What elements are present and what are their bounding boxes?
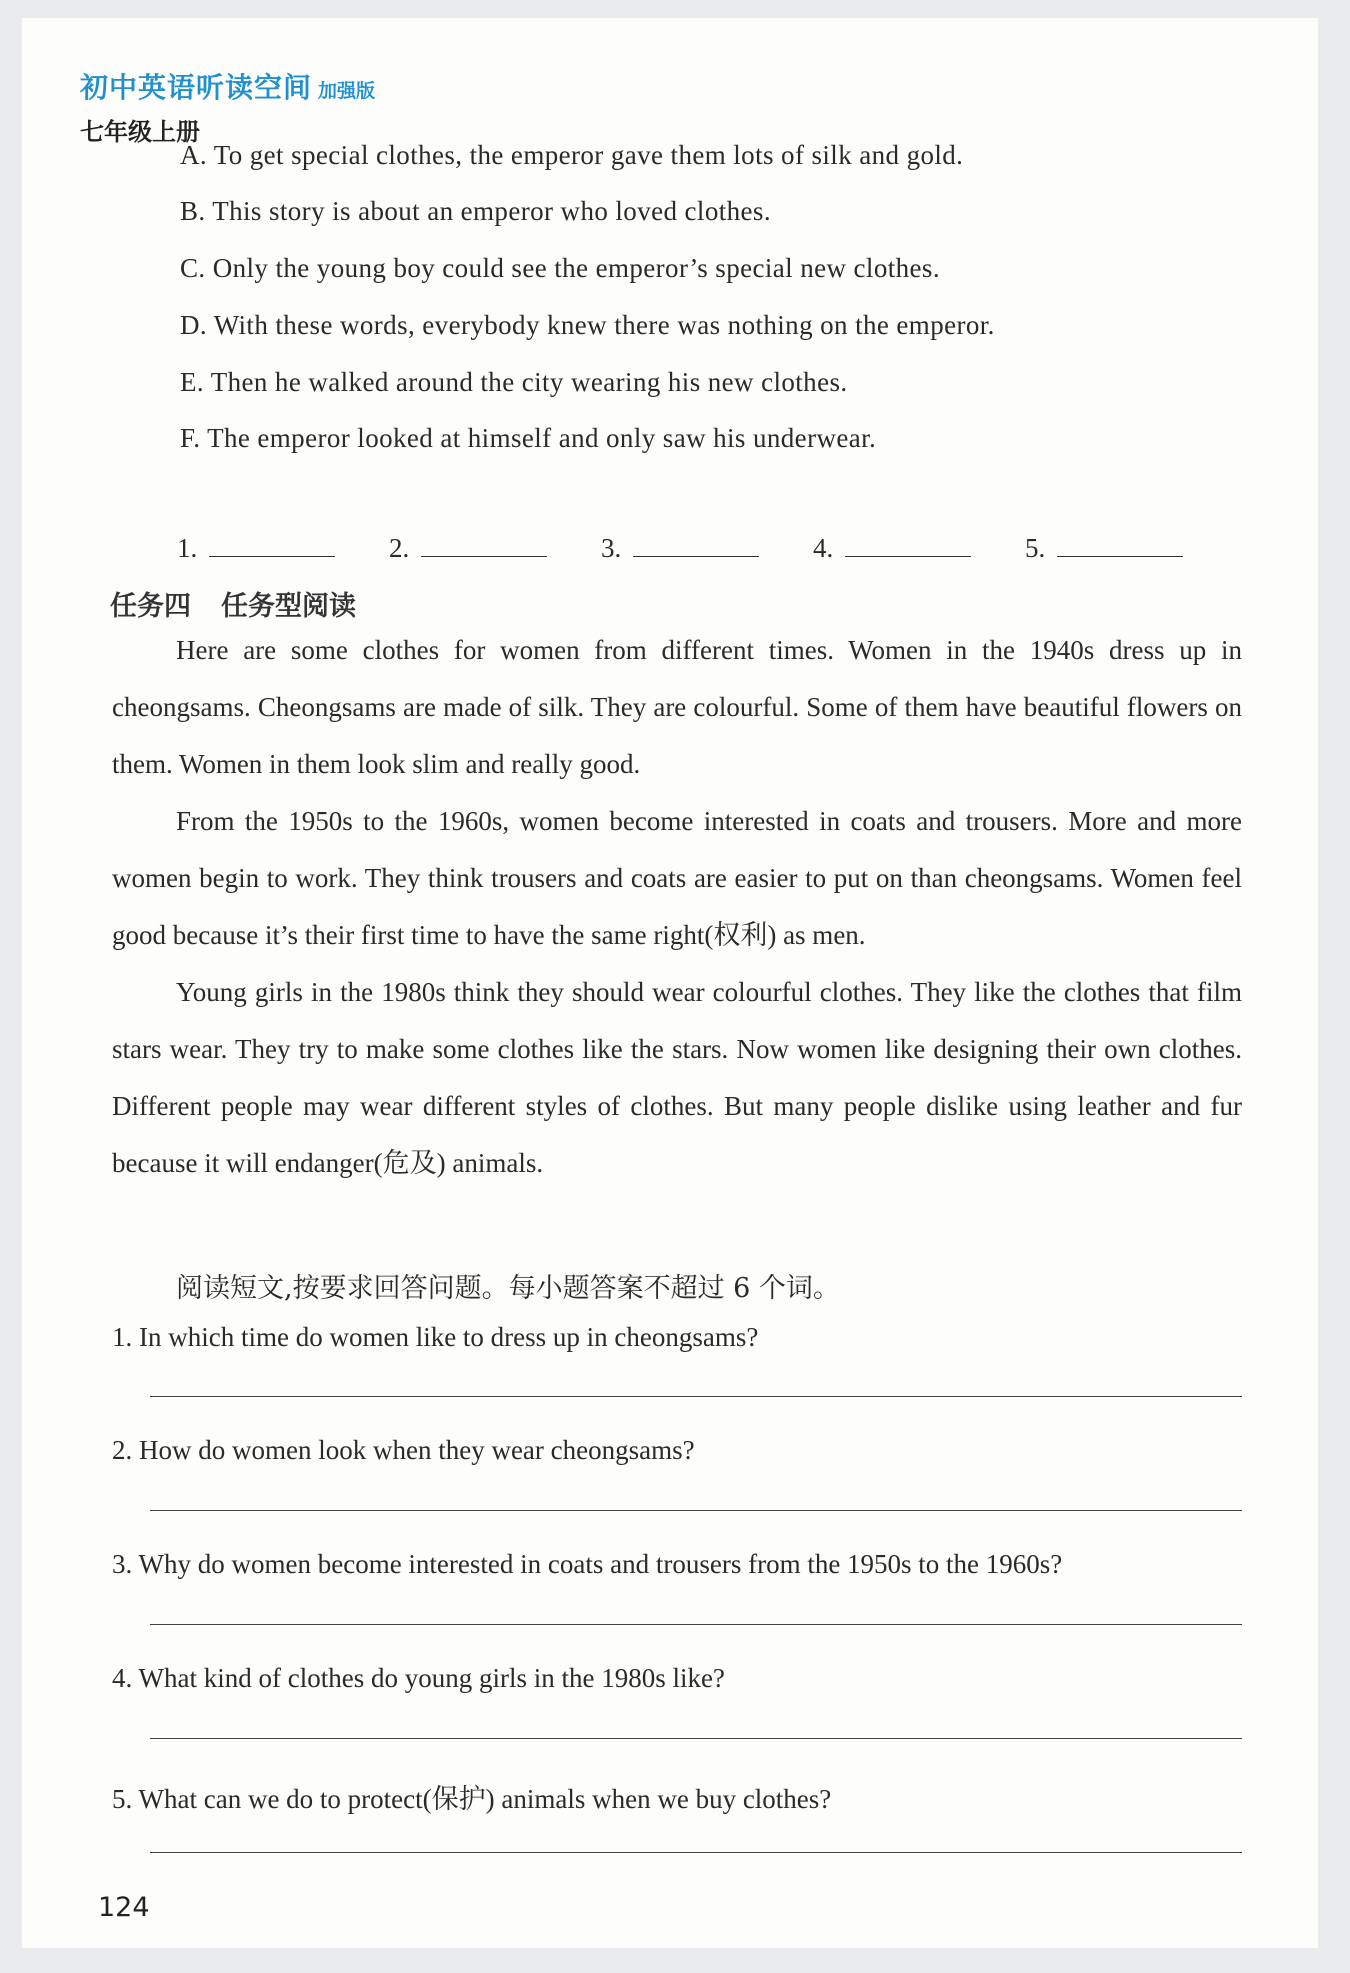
reading-passage — [112, 622, 1242, 1192]
book-header — [80, 66, 375, 106]
section-heading — [110, 584, 386, 623]
book-title: 初中英语听读空间 — [80, 71, 313, 104]
answer-line-5[interactable] — [150, 1852, 1242, 1853]
question-5: 5. What can we do to protect(保护) animals when we buy clothes? — [112, 1784, 832, 1814]
answer-line-2[interactable] — [150, 1510, 1242, 1511]
answer-line-1[interactable] — [150, 1396, 1242, 1397]
instructions: 阅读短文,按要求回答问题。每小题答案不超过 6 个词。 — [176, 1273, 840, 1304]
option-a: A. To get special clothes, the emperor gave them lots of silk and gold. — [180, 140, 964, 170]
answer-blank[interactable] — [845, 526, 971, 557]
page-number: 124 — [98, 1892, 150, 1923]
passage-paragraph: Here are some clothes for women from different times. Women in the 1940s dress up in cheongsams. Cheongsams are made of silk. They are colourful. Some of them have beautiful flowers on them. Women in them look slim and really good. — [112, 635, 1242, 779]
answer-line-3[interactable] — [150, 1624, 1242, 1625]
task-name: 任务型阅读 — [221, 591, 356, 622]
answer-number: 4. — [813, 533, 834, 563]
option-c: C. Only the young boy could see the emperor’s special new clothes. — [180, 253, 940, 283]
answer-slot[interactable] — [1025, 526, 1183, 564]
answer-slot[interactable] — [813, 526, 971, 564]
book-edition-tag: 加强版 — [318, 80, 376, 102]
answer-number: 1. — [177, 533, 198, 563]
answer-blank[interactable] — [633, 526, 759, 557]
option-e: E. Then he walked around the city wearing his new clothes. — [180, 367, 848, 397]
answer-number: 2. — [389, 533, 410, 563]
passage-paragraph: Young girls in the 1980s think they should wear colourful clothes. They like the clothes that film stars wear. They try to make some clothes like the stars. Now women like designing their own clothes. Different people may wear different styles of clothes. But many people dislike using leather and fur because it will endanger(危及) animals. — [112, 977, 1242, 1178]
option-d: D. With these words, everybody knew there was nothing on the emperor. — [180, 310, 995, 340]
question-4: 4. What kind of clothes do young girls in the 1980s like? — [112, 1663, 725, 1693]
question-1: 1. In which time do women like to dress up in cheongsams? — [112, 1322, 759, 1352]
question-2: 2. How do women look when they wear cheongsams? — [112, 1435, 695, 1465]
grade-label: 七年级上册 — [80, 118, 200, 146]
passage-paragraph: From the 1950s to the 1960s, women become interested in coats and trousers. More and more women begin to work. They think trousers and coats are easier to put on than cheongsams. Women feel good because it’s their first time to have the same right(权利) as men. — [112, 806, 1242, 950]
answer-blank[interactable] — [1057, 526, 1183, 557]
answer-number: 5. — [1025, 533, 1046, 563]
workbook-page — [22, 18, 1318, 1948]
answer-line-4[interactable] — [150, 1738, 1242, 1739]
answer-blank[interactable] — [209, 526, 335, 557]
option-f: F. The emperor looked at himself and only saw his underwear. — [180, 423, 877, 453]
option-b: B. This story is about an emperor who loved clothes. — [180, 196, 771, 226]
answer-slot[interactable] — [177, 526, 335, 564]
question-3: 3. Why do women become interested in coats and trousers from the 1950s to the 1960s? — [112, 1549, 1063, 1579]
answer-slot[interactable] — [389, 526, 547, 564]
answer-slot[interactable] — [601, 526, 759, 564]
task-number: 任务四 — [110, 591, 191, 622]
answer-number: 3. — [601, 533, 622, 563]
answer-blank[interactable] — [421, 526, 547, 557]
